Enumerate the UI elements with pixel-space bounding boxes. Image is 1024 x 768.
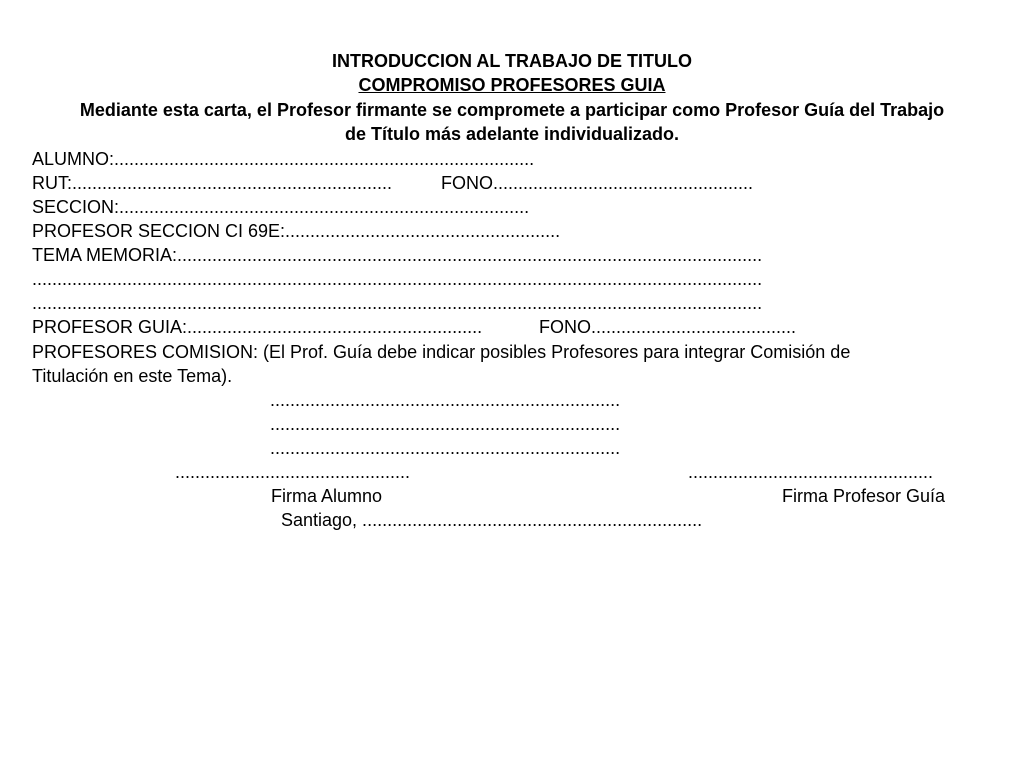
alumno-field: ALUMNO:.................................................................................... bbox=[32, 149, 535, 169]
profesor-guia-field: PROFESOR GUIA:........................................................... bbox=[32, 317, 483, 337]
firma-profesor-label: Firma Profesor Guía bbox=[782, 486, 946, 506]
document-subtitle: COMPROMISO PROFESORES GUIA bbox=[358, 75, 666, 95]
comision-dots-1: ...................................................................... bbox=[270, 390, 621, 410]
rut-field: RUT:................................................................ bbox=[32, 173, 393, 193]
profesor-guia-fono-field: FONO......................................... bbox=[539, 317, 797, 337]
comision-text-line1: PROFESORES COMISION: (El Prof. Guía debe indicar posibles Profesores para integrar Comisión de bbox=[32, 342, 851, 362]
comision-dots-3: ...................................................................... bbox=[270, 438, 621, 458]
document-title: INTRODUCCION AL TRABAJO DE TITULO bbox=[332, 51, 692, 71]
seccion-field: SECCION:.................................................................................. bbox=[32, 197, 530, 217]
intro-text-line2: de Título más adelante individualizado. bbox=[344, 124, 680, 144]
santiago-date-line: Santiago, .................................................................... bbox=[281, 510, 703, 530]
firma-profesor-dots: ................................................. bbox=[688, 462, 934, 482]
intro-text-line1: Mediante esta carta, el Profesor firmante se compromete a participar como Profesor Guía del Trabajo bbox=[79, 100, 945, 120]
tema-memoria-field: TEMA MEMORIA:..................................................................................................................... bbox=[32, 245, 763, 265]
profesor-seccion-field: PROFESOR SECCION CI 69E:....................................................... bbox=[32, 221, 561, 241]
comision-text-line2: Titulación en este Tema). bbox=[32, 366, 233, 386]
tema-memoria-line2: .................................................................................................................................................. bbox=[32, 269, 763, 289]
comision-dots-2: ...................................................................... bbox=[270, 414, 621, 434]
firma-alumno-dots: ............................................... bbox=[175, 462, 411, 482]
firma-alumno-label: Firma Alumno bbox=[271, 486, 383, 506]
tema-memoria-line3: .................................................................................................................................................. bbox=[32, 293, 763, 313]
rut-fono-field: FONO.................................................... bbox=[441, 173, 754, 193]
